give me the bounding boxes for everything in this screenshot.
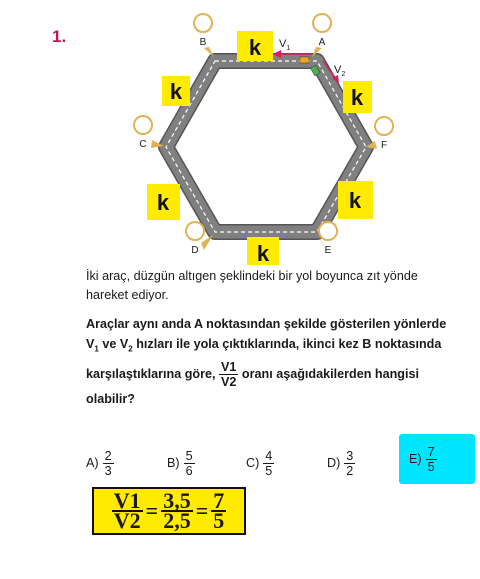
hw-fraction-v: $\frac{V1}{V2}$	[113, 488, 141, 533]
problem-question: Araçlar aynı anda A noktasından şekilde gösterilen yönlerde $V_1$ ve $V_2$ hızları ile yola çıktıklarında, ikinci kez B noktasında karşılaştıklarına göre, $\frac{V1}{V2}$ oranı aşağıdakilerden hangisi olabilir?	[86, 317, 447, 406]
question-number: 1.	[52, 27, 67, 46]
svg-text:D: D	[191, 245, 199, 256]
point-marker-b	[194, 14, 214, 57]
problem-intro: İki araç, düzgün altıgen şeklindeki bir yol boyunca zıt yönde hareket ediyor.	[86, 269, 418, 302]
svg-text:k: k	[156, 190, 170, 215]
point-marker-c	[134, 116, 164, 150]
annotation-k-upper-right	[343, 81, 372, 113]
svg-text:k: k	[350, 85, 364, 110]
option-b[interactable]: B) $\frac{5}{6}$	[167, 448, 193, 478]
annotation-k-lower-right	[338, 181, 373, 219]
annotation-k-top	[237, 31, 273, 61]
svg-text:B: B	[199, 37, 207, 48]
v2-label: $V_2$	[334, 64, 346, 78]
sub-1: 1	[94, 344, 99, 354]
annotation-k-upper-left	[162, 76, 190, 106]
option-c-fraction: $\frac{4}{5}$	[265, 448, 273, 478]
sub-2: 2	[128, 344, 133, 354]
annotation-k-bottom	[247, 237, 279, 265]
car-1	[300, 57, 309, 63]
option-e-fraction: $\frac{7}{5}$	[427, 444, 435, 474]
svg-text:E: E	[324, 245, 332, 256]
svg-text:k: k	[256, 241, 270, 265]
option-d-fraction: $\frac{3}{2}$	[346, 448, 354, 478]
option-b-fraction: $\frac{5}{6}$	[185, 448, 193, 478]
hw-fraction-decimal: $\frac{3,5}{2,5}$	[163, 488, 191, 533]
svg-text:k: k	[248, 35, 262, 60]
option-c[interactable]: C) $\frac{4}{5}$	[246, 448, 273, 478]
svg-text:F: F	[380, 140, 388, 151]
svg-text:k: k	[169, 79, 183, 104]
annotation-k-lower-left	[147, 184, 180, 220]
point-marker-a	[312, 14, 331, 57]
ratio-fraction: $\frac{V1}{V2}$	[221, 359, 237, 389]
svg-text:A: A	[318, 37, 326, 48]
road	[166, 61, 366, 232]
option-a[interactable]: A) $\frac{2}{3}$	[86, 448, 112, 478]
hexagon-road-diagram	[0, 0, 480, 265]
svg-text:C: C	[139, 139, 147, 150]
point-marker-f	[366, 117, 393, 151]
option-e[interactable]: E) $\frac{7}{5}$	[399, 434, 475, 484]
option-a-fraction: $\frac{2}{3}$	[104, 448, 112, 478]
option-d[interactable]: D) $\frac{3}{2}$	[327, 448, 354, 478]
hw-fraction-result: $\frac{7}{5}$	[213, 488, 225, 533]
v1-label: $V_1$	[279, 38, 291, 52]
svg-text:k: k	[348, 188, 362, 213]
handwritten-solution: $\frac{V1}{V2}$ = $\frac{3,5}{2,5}$ = $\frac{7}{5}$	[92, 487, 246, 535]
